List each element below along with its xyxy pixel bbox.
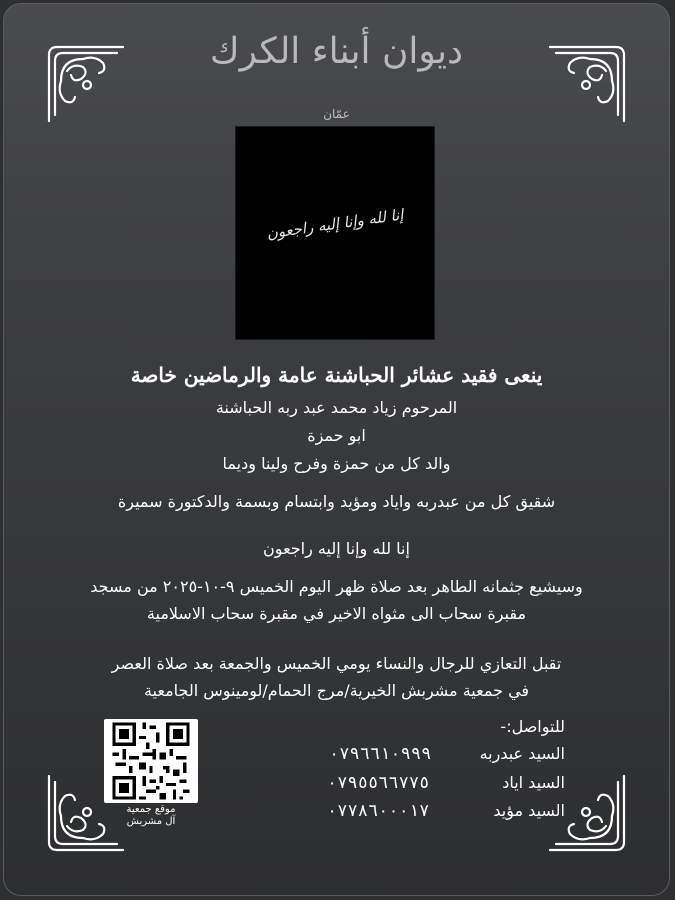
qr-caption: موقع جمعية آل مشربش (126, 804, 176, 827)
condolence-line-1: تقبل التعازي للرجال والنساء يومي الخميس والجمعة بعد صلاة العصر (111, 654, 562, 673)
announcement-headline: ينعى فقيد عشائر الحباشنة عامة والرماضين خاصة (130, 363, 543, 387)
contact-name: السيد مؤيد (493, 801, 565, 820)
contact-name: السيد عبدربه (479, 744, 565, 763)
funeral-line-2: مقبرة سحاب الى مثواه الاخير في مقبرة سحاب الاسلامية (146, 604, 527, 623)
nickname: ابو حمزة (307, 426, 366, 445)
contact-phone[interactable]: ٠٧٩٦٦١٠٩٩٩ (329, 744, 432, 764)
contact-phone[interactable]: ٠٧٧٨٦٠٠٠١٧ (327, 801, 430, 821)
funeral-line-1: وسيشيع جثمانه الطاهر بعد صلاة ظهر اليوم الخميس ٩-١٠-٢٠٢٥ من مسجد (90, 577, 583, 596)
qr-code-icon (104, 719, 198, 803)
deceased-name: المرحوم زياد محمد عبد ربه الحباشنة (215, 398, 458, 417)
condolence-line-2: في جمعية مشربش الخيرية/مرج الحمام/لومينوس الجامعية (143, 681, 530, 700)
diwan-logo: ديوان أبناء الكرك (209, 31, 464, 72)
mourning-image (236, 127, 434, 339)
contact-title: للتواصل:- (500, 717, 565, 736)
contact-phone[interactable]: ٠٧٩٥٥٦٦٧٧٥ (327, 773, 430, 793)
contact-name: السيد اياد (502, 773, 565, 792)
children-line: والد كل من حمزة وفرح ولينا وديما (222, 454, 451, 473)
qr-code[interactable] (104, 719, 198, 803)
obituary-card (3, 3, 670, 896)
city-label: عمّان (323, 107, 350, 121)
calligraphy-caption: إنا لله وإنا إليه راجعون (265, 205, 405, 243)
verse-line: إنا لله وإنا إليه راجعون (263, 539, 410, 558)
siblings-line: شقيق كل من عبدربه واياد ومؤيد وابتسام وبسمة والدكتورة سميرة (117, 492, 556, 511)
